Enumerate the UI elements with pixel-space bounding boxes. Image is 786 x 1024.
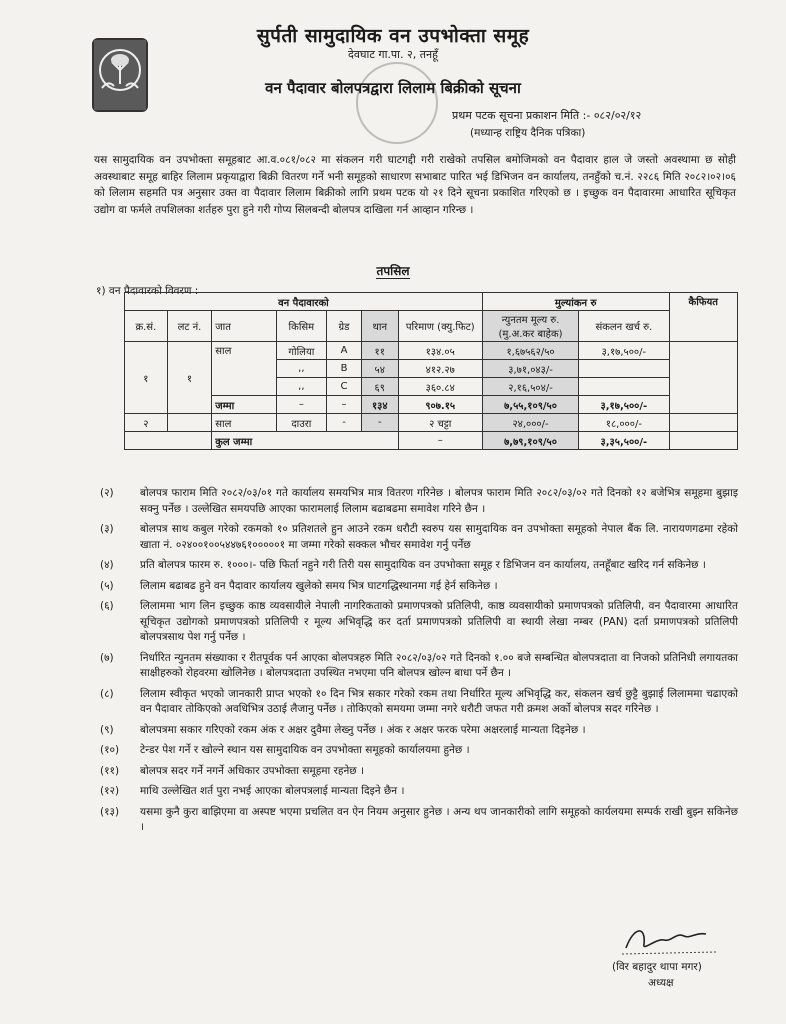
notice-title: वन पैदावार बोलपत्रद्वारा लिलाम बिक्रीको सूचना [265,79,521,97]
signatory-position: अध्यक्ष [648,977,674,989]
table-row: ,, B ५४ ४१२.२७ ३,७१,०४३/- [125,360,738,378]
signatory-name: (विर बहादुर थापा मगर) [612,961,702,973]
header-qty: परिमाण (क्यु.फिट) [398,311,482,342]
details-heading: तपसिल [376,264,410,278]
list-item: (५) लिलाम बढाबढ हुने वन पैदावार कार्यालय खुलेको समय भित्र घाटगद्धिस्थानमा गई हेर्न सकिनेछ । [100,579,498,592]
list-item: (२) बोलपत्र फाराम मिति २०८२/०३/०१ गते कार्यालय समयभित्र मात्र वितरण गरिनेछ । बोलपत्र फाराम मिति २०८२/०३/०२ गते दिनको १२ बजेभित्र समूहमा बुझाइ सक्नु पर्नेछ । उल्लेखित समयपछि आएका फारामलाई लिलाम बढाबढमा समावेश गरिने छैन । [100,487,738,515]
organization-address: देवघाट गा.पा. २, तनहूँ [348,48,438,61]
header-products: वन पैदावारको [125,293,483,311]
list-item: (९) बोलपत्रमा सकार गरिएको रकम अंक र अक्षर दुवैमा लेख्नु पर्नेछ । अंक र अक्षर फरक परेमा अक्षरलाई मान्यता दिइनेछ । [100,723,586,736]
organization-title: सुर्पती सामुदायिक वन उपभोक्ता समूह [256,25,530,47]
intro-paragraph: यस सामुदायिक वन उपभोक्ता समूहबाट आ.व.०८१/०८२ मा संकलन गरी घाटगद्दी गरी राखेको तपसिल बमोजिमको वन पैदावार हाल जे जस्तो अवस्थामा छ सोही अवस्थाबाट समूह बाहिर लिलाम प्रकृयाद्वारा बिक्री वितरण गर्ने भनी समूहको साधारण सभाबाट पारित भई डिभिजन वन कार्यालय, तनहुँको च.नं. २२८६ मिति २०८२।०२।०६ को लिलाम सहमति पत्र अनुसार उक्त वा पैदावार लिलाम बिक्रीको लागि प्रथम पटक यो २१ दिने सूचना प्रकाशित गरिएको छ । इच्छुक वन पैदावारमा आधारित सूचिकृत उद्योग वा फर्मले तपशिलका शर्तहरु पुरा हुने गरी गोप्य सिलबन्दी बोलपत्र दाखिला गर्न आव्हान गरिन्छ । [94,154,736,216]
office-stamp [356,62,438,144]
forest-products-table [124,292,738,450]
signature-mark [616,918,726,958]
list-item: (११) बोलपत्र सदर गर्ने नगर्ने अधिकार उपभोक्ता समूहमा रहनेछ । [100,764,364,777]
header-valuation: मुल्यांकन रु [482,293,669,311]
table-row: २ साल दाउरा - - २ चट्टा २४,०००/- १८,०००/- [125,414,738,432]
header-min-price: न्युनतम मूल्य रु. (मु.अ.कर बाहेक) [482,311,578,342]
table-header-row [125,293,738,311]
list-item: (७) निर्धारित न्युनतम संख्याका र रीतपूर्वक पर्न आएका बोलपत्रहरु मिति २०८२/०३/०२ गते दिनको १.०० बजे सम्बन्धित बोलपत्रदाता वा निजको प्रतिनिधी लगायतका साक्षीहरुको रोहवरमा खोलिनेछ । बोलपत्रदाता उपस्थित नभएमा पनि बोलपत्र खोल्न बाधा पर्ने छैन । [100,651,738,679]
table-subtotal-row: जम्मा – – १३४ ९०७.१५ ७,५५,१०९/५० ३,१७,५००/- [125,396,738,414]
terms-list [94,486,738,841]
header-kind: किसिम [276,311,327,342]
list-item: (३) बोलपत्र साथ कबुल गरेको रकमको १० प्रतिशतले हुन आउने रकम धरौटी स्वरुप यस सामुदायिक वन उपभोक्ता समूहको नेपाल बैंक लि. नारायणगढमा रहेको खाता नं. ०२४००१००५४४७६१०००००१ मा जम्मा गरेको सक्कल भौचर समावेश गर्नु पर्नेछ [100,523,738,551]
list-item: (४) प्रति बोलपत्र फारम रु. १०००।- पछि फिर्ता नहुने गरी तिरी यस सामुदायिक वन उपभोक्ता समूह र डिभिजन वन कार्यालय, तनहूँबाट खरिद गर्न सकिनेछ । [100,559,706,571]
header-remarks: कैफियत [669,293,737,342]
header-lot: लट नं. [167,311,212,342]
newspaper-name: (मध्यान्ह राष्ट्रिय दैनिक पत्रिका) [470,127,586,139]
publish-date: प्रथम पटक सूचना प्रकाशन मिति :- ०८२/०२/१२ [452,109,642,122]
header-species: जात [212,311,276,342]
table-subheader-row [125,311,738,342]
list-item: (१२) माथि उल्लेखित शर्त पुरा नभई आएका बोलपत्रलाई मान्यता दिइने छैन । [100,785,405,797]
list-item: (६) लिलाममा भाग लिन इच्छुक काष्ठ व्यवसायीले नेपाली नागरिकताको प्रमाणपत्रको प्रतिलिपी, काष्ठ व्यवसायीको प्रमाणपत्रको प्रतिलिपी, वन पैदावारमा आधारित सूचिकृत उद्योगको प्रमाणपत्रको प्रतिलिपी र मूल्य अभिवृद्धि कर दर्ता प्रमाणपत्रको प्रतिलिपी वा स्थायी लेखा नम्बर (PAN) दर्ता प्रमाणपत्रको प्रतिलिपी बोलपत्रसाथ पेश गर्नु पर्नेछ । [100,600,738,643]
header-collection-cost: संकलन खर्च रु. [579,311,669,342]
header-grade: ग्रेड [327,311,362,342]
section-1-heading: १) वन पैदावारको विवरण : [96,285,199,297]
header-than: थान [361,311,398,342]
header-sn: क्र.सं. [125,311,168,342]
list-item: (८) लिलाम स्वीकृत भएको जानकारी प्राप्त भएको १० दिन भित्र सकार गरेको रकम तथा निर्धारित मूल्य अभिवृद्धि कर, संकलन खर्च छुट्टै बुझाई लिलाममा चढाएको वन पैदावार तोकिएको अवधिभित्र उठाई लैजानु पर्नेछ । तोकिएको समयमा जम्मा नगरे धरौटी जफत गरी क्रमश अर्को बोलपत्र सदर गरिनेछ । [100,687,738,715]
list-item: (१३) यसमा कुनै कुरा बाझिएमा वा अस्पष्ट भएमा प्रचलित वन ऐन नियम अनुसार हुनेछ । अन्य थप जानकारीको लागि समूहको कार्यलयमा सम्पर्क राखी बुझ्न सकिनेछ । [100,805,738,833]
table-row: ,, C ६९ ३६०.८४ २,१६,५०४/- [125,378,738,396]
table-row: १ १ साल गोलिया A ११ १३४.०५ १,६७५६२/५० ३,१७,५००/- [125,342,738,360]
list-item: (१०) टेन्डर पेश गर्ने र खोल्ने स्थान यस सामुदायिक वन उपभोक्ता समूहको कार्यालयमा हुनेछ । [100,744,470,756]
table-total-row: कुल जम्मा – ७,७९,१०९/५० ३,३५,५००/- [125,432,738,450]
